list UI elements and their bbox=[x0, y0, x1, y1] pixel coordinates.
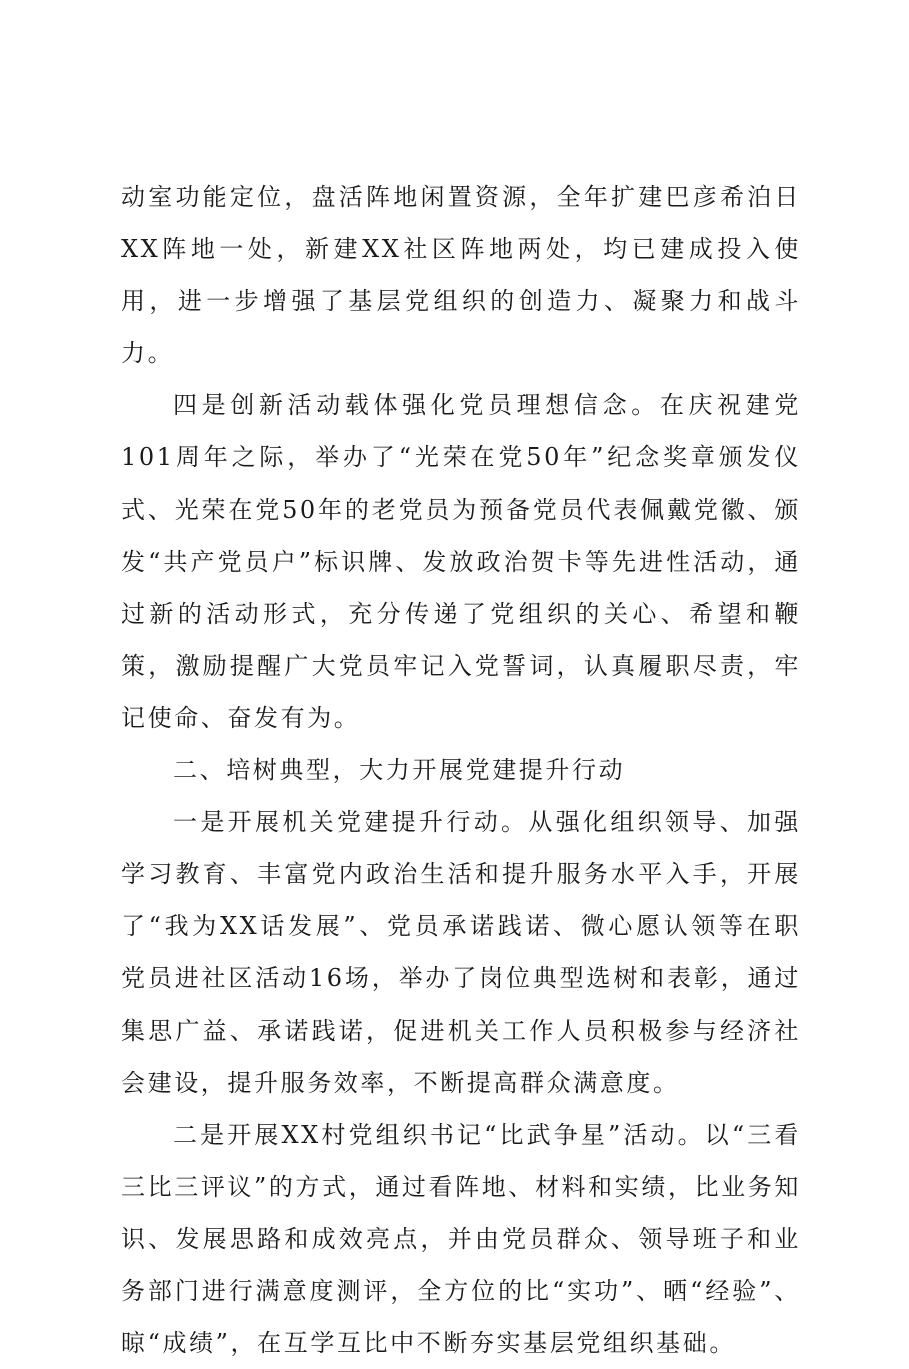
paragraph-continuation: 动室功能定位，盘活阵地闲置资源，全年扩建巴彦希泊日XX阵地一处，新建XX社区阵地两处，均已建成投入使用，进一步增强了基层党组织的创造力、凝聚力和战斗力。 bbox=[121, 183, 801, 368]
paragraph-activity-carrier: 四是创新活动载体强化党员理想信念。在庆祝建党101周年之际，举办了“光荣在党50年”纪念奖章颁发仪式、光荣在党50年的老党员为预备党员代表佩戴党徽、颁发“共产党员户”标识牌、发放政治贺卡等先进性活动，通过新的活动形式，充分传递了党组织的关心、希望和鞭策，激励提醒广大党员牢记入党誓词，认真履职尽责，牢记使命、奋发有为。 bbox=[121, 391, 801, 732]
document-body bbox=[121, 171, 801, 1369]
section-heading-two: 二、培树典型，大力开展党建提升行动 bbox=[173, 756, 626, 785]
paragraph-village-secretary-contest: 二是开展XX村党组织书记“比武争星”活动。以“三看三比三评议”的方式，通过看阵地、材料和实绩，比业务知识、发展思路和成效亮点，并由党员群众、领导班子和业务部门进行满意度测评，全方位的比“实功”、晒“经验”、晾“成绩”，在互学互比中不断夯实基层党组织基础。 bbox=[121, 1120, 801, 1358]
paragraph-office-party-building: 一是开展机关党建提升行动。从强化组织领导、加强学习教育、丰富党内政治生活和提升服务水平入手，开展了“我为XX话发展”、党员承诺践诺、微心愿认领等在职党员进社区活动16场，举办了岗位典型选树和表彰，通过集思广益、承诺践诺，促进机关工作人员积极参与经济社会建设，提升服务效率，不断提高群众满意度。 bbox=[121, 808, 801, 1097]
